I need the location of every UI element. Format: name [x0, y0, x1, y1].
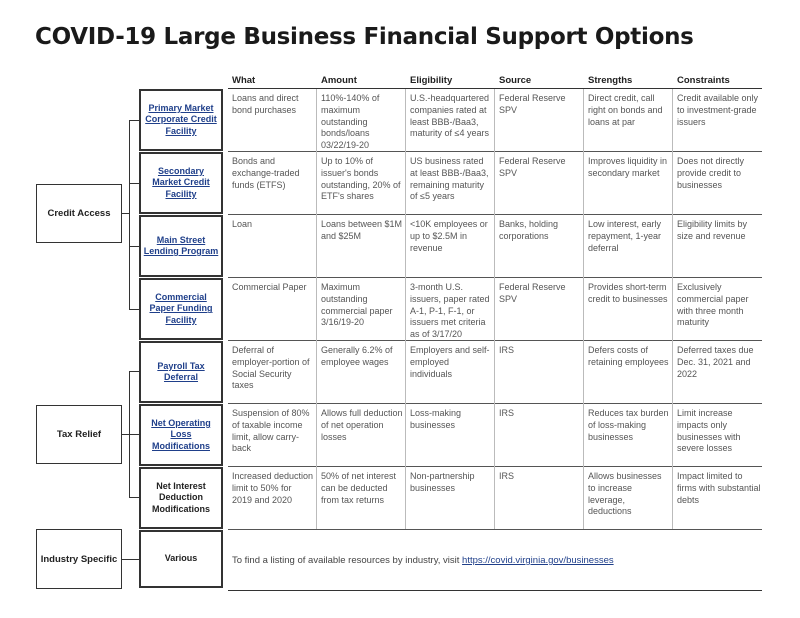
cell-eligibility: US business rated at least BBB-/Baa3, remaining maturity of ≤5 years: [410, 156, 489, 202]
cell-what: Loans and direct bond purchases: [232, 93, 299, 115]
cell-constraints: Limit increase impacts only businesses with severe losses: [677, 408, 741, 454]
table-bottom-rule: [228, 590, 762, 591]
cell-source: IRS: [499, 345, 515, 355]
row-divider: [228, 151, 762, 152]
cell-what: Bonds and exchange-traded funds (ETFS): [232, 156, 300, 190]
cell-what: Increased deduction limit to 50% for 2019 and 2020: [232, 471, 314, 505]
header-rule: [228, 88, 762, 89]
industry-note-text: To find a listing of available resources by industry, visit: [232, 555, 463, 566]
column-header-constraints: Constraints: [677, 75, 730, 86]
category-tax-relief: Tax Relief: [36, 405, 122, 464]
program-primary-market-ccf[interactable]: Primary Market Corporate Credit Facility: [139, 89, 223, 151]
connector: [120, 559, 140, 560]
cell-amount: Generally 6.2% of employee wages: [321, 345, 393, 367]
cell-constraints: Does not directly provide credit to businesses: [677, 156, 745, 190]
cell-strengths: Direct credit, call right on bonds and loans at par: [588, 93, 663, 127]
row-divider: [228, 277, 762, 278]
row-divider: [228, 403, 762, 404]
program-payroll-tax-deferral[interactable]: Payroll Tax Deferral: [139, 341, 223, 403]
column-divider: [494, 89, 495, 529]
industry-note: [232, 555, 614, 566]
cell-eligibility: 3-month U.S. issuers, paper rated A-1, P-1, F-1, or issuers met criteria as of 3/17/20: [410, 282, 490, 339]
column-divider: [583, 89, 584, 529]
category-industry-specific: Industry Specific: [36, 529, 122, 589]
column-header-source: Source: [499, 75, 532, 86]
cell-amount: 50% of net interest can be deducted from tax returns: [321, 471, 397, 505]
column-header-eligibility: Eligibility: [410, 75, 453, 86]
cell-strengths: Allows businesses to increase leverage, deductions: [588, 471, 662, 517]
cell-source: Banks, holding corporations: [499, 219, 559, 241]
row-divider: [228, 340, 762, 341]
cell-strengths: Low interest, early repayment, 1-year deferral: [588, 219, 662, 253]
column-header-what: What: [232, 75, 256, 86]
program-various: Various: [139, 530, 223, 588]
program-commercial-paper-funding[interactable]: Commercial Paper Funding Facility: [139, 278, 223, 340]
cell-constraints: Eligibility limits by size and revenue: [677, 219, 748, 241]
cell-amount: Up to 10% of issuer's bonds outstanding, 20% of ETF's shares: [321, 156, 401, 202]
program-secondary-market-ccf[interactable]: Secondary Market Credit Facility: [139, 152, 223, 214]
cell-what: Suspension of 80% of taxable income limit, allow carry-back: [232, 408, 310, 454]
cell-amount: Loans between $1M and $25M: [321, 219, 403, 241]
row-divider: [228, 529, 762, 530]
cell-eligibility: Loss-making businesses: [410, 408, 462, 430]
cell-eligibility: Employers and self-employed individuals: [410, 345, 490, 379]
cell-amount: Maximum outstanding commercial paper 3/16/19-20: [321, 282, 393, 328]
cell-amount: 110%-140% of maximum outstanding bonds/loans 03/22/19-20: [321, 93, 380, 150]
cell-eligibility: <10K employees or up to $2.5M in revenue: [410, 219, 488, 253]
column-divider: [672, 89, 673, 529]
column-header-amount: Amount: [321, 75, 357, 86]
row-divider: [228, 466, 762, 467]
cell-strengths: Reduces tax burden of loss-making businesses: [588, 408, 669, 442]
cell-constraints: Deferred taxes due Dec. 31, 2021 and 2022: [677, 345, 754, 379]
cell-source: Federal Reserve SPV: [499, 93, 566, 115]
cell-source: IRS: [499, 471, 515, 481]
program-main-street-lending[interactable]: Main Street Lending Program: [139, 215, 223, 277]
cell-amount: Allows full deduction of net operation losses: [321, 408, 403, 442]
category-credit-access: Credit Access: [36, 184, 122, 243]
cell-source: IRS: [499, 408, 515, 418]
cell-strengths: Defers costs of retaining employees: [588, 345, 669, 367]
cell-strengths: Provides short-term credit to businesses: [588, 282, 668, 304]
cell-what: Commercial Paper: [232, 282, 307, 292]
cell-constraints: Credit available only to investment-grade issuers: [677, 93, 759, 127]
column-divider: [316, 89, 317, 529]
cell-what: Deferral of employer-portion of Social Security taxes: [232, 345, 310, 391]
column-header-strengths: Strengths: [588, 75, 633, 86]
program-net-interest-deduction: Net Interest Deduction Modifications: [139, 467, 223, 529]
cell-constraints: Exclusively commercial paper with three month maturity: [677, 282, 749, 328]
cell-eligibility: U.S.-headquartered companies rated at least BBB-/Baa3, maturity of ≤4 years: [410, 93, 490, 139]
connector: [129, 120, 130, 309]
cell-constraints: Impact limited to firms with substantial debts: [677, 471, 761, 505]
cell-source: Federal Reserve SPV: [499, 282, 566, 304]
cell-eligibility: Non-partnership businesses: [410, 471, 475, 493]
industry-resources-link[interactable]: https://covid.virginia.gov/businesses: [462, 555, 614, 566]
cell-strengths: Improves liquidity in secondary market: [588, 156, 668, 178]
cell-what: Loan: [232, 219, 253, 229]
program-net-operating-loss[interactable]: Net Operating Loss Modifications: [139, 404, 223, 466]
cell-source: Federal Reserve SPV: [499, 156, 566, 178]
page-title: COVID-19 Large Business Financial Support Options: [35, 24, 694, 50]
column-divider: [405, 89, 406, 529]
row-divider: [228, 214, 762, 215]
